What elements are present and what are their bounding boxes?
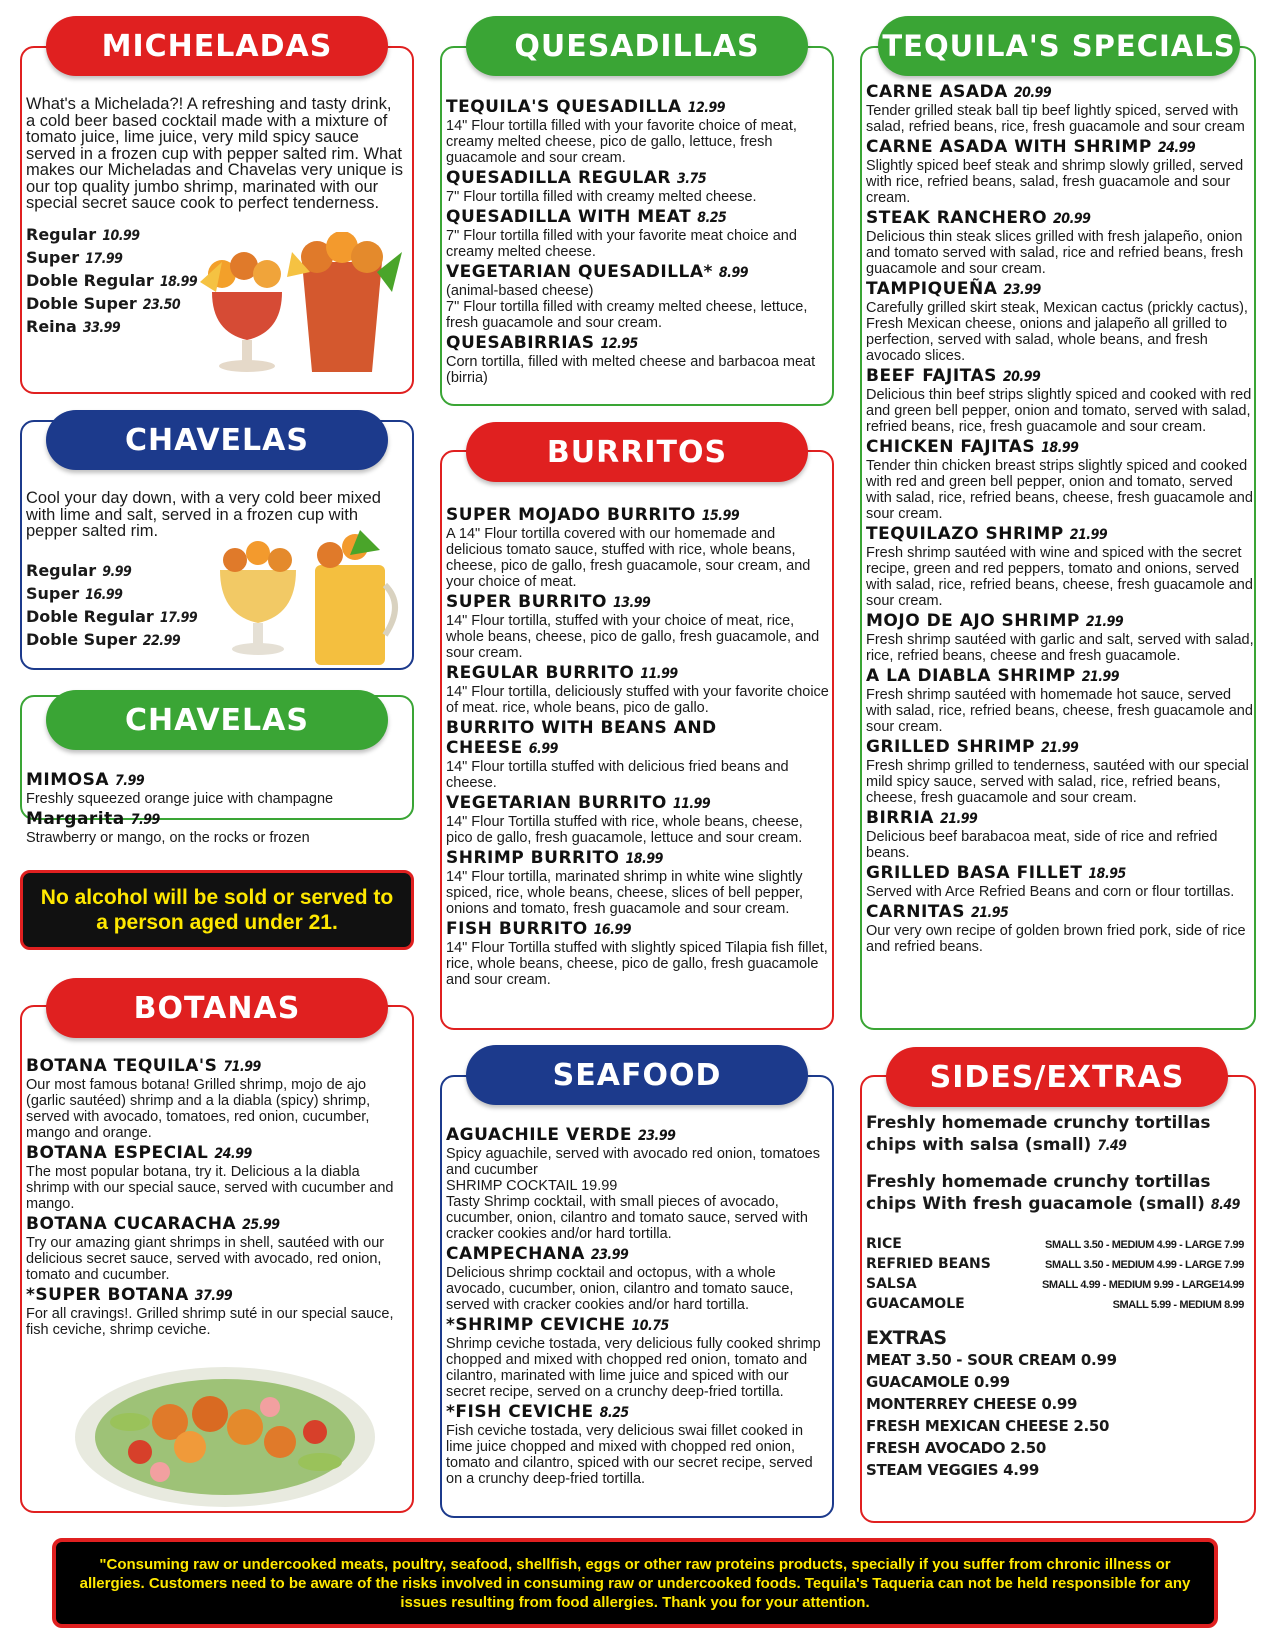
menu-item-name: MIMOSA bbox=[26, 770, 110, 790]
menu-item bbox=[26, 1285, 404, 1338]
menu-item-header bbox=[866, 137, 1254, 158]
size-name: Super bbox=[26, 247, 80, 267]
extra-item: MEAT 3.50 - SOUR CREAM 0.99 bbox=[866, 1350, 1117, 1369]
menu-item bbox=[446, 663, 830, 716]
menu-item-name: SHRIMP BURRITO bbox=[446, 848, 620, 868]
menu-item bbox=[26, 1143, 404, 1212]
menu-item-header bbox=[26, 809, 404, 830]
menu-item-header bbox=[446, 592, 830, 613]
menu-item-name: BURRITO WITH BEANS AND CHEESE bbox=[446, 718, 717, 758]
menu-item-price: 3.75 bbox=[677, 171, 707, 187]
side-prices: SMALL 5.99 - MEDIUM 8.99 bbox=[1112, 1299, 1244, 1311]
menu-item-price: 24.99 bbox=[1157, 140, 1196, 156]
menu-item-price: 8.25 bbox=[697, 210, 727, 226]
alcohol-notice bbox=[20, 870, 414, 950]
seafood-title: SEAFOOD bbox=[466, 1045, 808, 1105]
menu-item-description: Our very own recipe of golden brown fried pork, side of rice and refried beans. bbox=[866, 923, 1246, 955]
menu-item-description: (animal-based cheese) 7" Flour tortilla filled with creamy melted cheese, lettuce, fresh guacamole and sour cream. bbox=[446, 283, 808, 331]
side-row bbox=[866, 1296, 1244, 1316]
menu-item-description: Delicious shrimp cocktail and octopus, with a whole avocado, cucumber, onion, cilantro and tomato sauce, served with cracker cookies and/or hard tortilla. bbox=[446, 1265, 794, 1313]
menu-item bbox=[866, 279, 1254, 364]
menu-item-name: CAMPECHANA bbox=[446, 1244, 585, 1264]
menu-item bbox=[446, 168, 830, 205]
menu-item-description: Slightly spiced beef steak and shrimp slowly grilled, served with rice, refried beans, salad, fresh guacamole and sour cream. bbox=[866, 158, 1244, 206]
size-price: 17.99 bbox=[85, 250, 123, 267]
menu-item-price: 20.99 bbox=[1002, 369, 1041, 385]
menu-item-header bbox=[446, 848, 830, 869]
chavela-drinks-image bbox=[210, 525, 405, 675]
side-price-list bbox=[866, 1236, 1244, 1316]
menu-item-description: Spicy aguachile, served with avocado red onion, tomatoes and cucumber SHRIMP COCKTAIL 19.99 Tasty Shrimp cocktail, with small pieces of avocado, cucumber, onion, cilantro and tomato sauce, served with cracker cookies and/or hard tortilla. bbox=[446, 1146, 820, 1242]
menu-item-description: Fish ceviche tostada, very delicious swai fillet cooked in lime juice chopped and mixed with chopped red onion, tomato and cilantro, spiced with our secret recipe, served on a crunchy deep-fried tortilla. bbox=[446, 1423, 813, 1487]
menu-item-price: 20.99 bbox=[1013, 85, 1052, 101]
menu-item bbox=[446, 793, 830, 846]
menu-item-price: 23.99 bbox=[638, 1128, 676, 1144]
menu-item bbox=[26, 1056, 404, 1141]
menu-item-header bbox=[446, 505, 830, 526]
menu-item-description: Tender grilled steak ball tip beef lightly spiced, served with salad, refried beans, rice, fresh guacamole and sour cream bbox=[866, 103, 1245, 135]
menu-item-name: GRILLED BASA FILLET bbox=[866, 863, 1083, 883]
menu-item-name: STEAK RANCHERO bbox=[866, 208, 1048, 228]
menu-item-description: 14" Flour tortilla, marinated shrimp in white wine slightly spiced, rice, whole beans, cheese, slices of bell pepper, onions and tomato, fresh guacamole and sour cream. bbox=[446, 869, 804, 917]
side-row bbox=[866, 1256, 1244, 1276]
quesadillas-list bbox=[446, 97, 830, 388]
menu-item-price: 25.99 bbox=[242, 1217, 280, 1233]
menu-item bbox=[446, 919, 830, 988]
menu-item bbox=[866, 437, 1254, 522]
menu-item-description: 14" Flour tortilla, deliciously stuffed with your favorite choice of meat. rice, whole beans, pico de gallo. bbox=[446, 684, 829, 716]
menu-item bbox=[446, 97, 830, 166]
chips-list bbox=[866, 1112, 1244, 1216]
size-name: Regular bbox=[26, 560, 97, 580]
extra-item: FRESH MEXICAN CHEESE 2.50 bbox=[866, 1416, 1110, 1435]
menu-item-header bbox=[446, 333, 830, 354]
menu-item-name: *SHRIMP CEVICHE bbox=[446, 1315, 626, 1335]
chips-item bbox=[866, 1171, 1244, 1216]
menu-item-header bbox=[866, 737, 1254, 758]
menu-item-price: 10.75 bbox=[631, 1318, 669, 1334]
menu-item-name: TEQUILA'S QUESADILLA bbox=[446, 97, 682, 117]
menu-item-name: QUESABIRRIAS bbox=[446, 333, 595, 353]
menu-item bbox=[866, 137, 1254, 206]
menu-item-header bbox=[446, 1244, 830, 1265]
menu-item bbox=[866, 737, 1254, 806]
menu-item bbox=[866, 208, 1254, 277]
menu-item-description: Shrimp ceviche tostada, very delicious fully cooked shrimp chopped and mixed with chopped red onion, tomato and cilantro, marinated with lime juice and spiced with our secret recipe, served on a crunchy deep-fried tortilla. bbox=[446, 1336, 821, 1400]
menu-item-name: BIRRIA bbox=[866, 808, 934, 828]
seafood-list bbox=[446, 1125, 830, 1489]
menu-item-price: 24.99 bbox=[214, 1146, 252, 1162]
menu-item-header bbox=[446, 663, 830, 684]
size-price: 33.99 bbox=[82, 319, 121, 336]
menu-item-price: 11.99 bbox=[672, 796, 711, 812]
menu-item-price: 13.99 bbox=[612, 595, 651, 611]
menu-item bbox=[446, 1125, 830, 1242]
menu-item-name: TEQUILAZO SHRIMP bbox=[866, 524, 1064, 544]
size-price: 18.99 bbox=[159, 273, 198, 290]
menu-item-price: 71.99 bbox=[223, 1059, 261, 1075]
extra-item: FRESH AVOCADO 2.50 bbox=[866, 1438, 1046, 1457]
menu-item-description: Delicious thin beef strips slightly spiced and cooked with red and green bell pepper, onion and tomato, served with salad, refried beans, rice, fresh guacamole and sour cream. bbox=[866, 387, 1252, 435]
menu-item-name: QUESADILLA WITH MEAT bbox=[446, 207, 692, 227]
botanas-list bbox=[26, 1056, 404, 1340]
menu-item-price: 37.99 bbox=[194, 1288, 233, 1304]
menu-item-name: VEGETARIAN BURRITO bbox=[446, 793, 667, 813]
menu-item bbox=[446, 848, 830, 917]
menu-item-header bbox=[866, 863, 1254, 884]
side-prices: SMALL 4.99 - MEDIUM 9.99 - LARGE14.99 bbox=[1042, 1279, 1244, 1291]
menu-item bbox=[446, 592, 830, 661]
menu-item-price: 11.99 bbox=[640, 666, 678, 682]
menu-item-description: 14" Flour tortilla, stuffed with your choice of meat, rice, whole beans, cheese, pico de gallo, fresh guacamole, and sour cream. bbox=[446, 613, 820, 661]
menu-item-description: Carefully grilled skirt steak, Mexican cactus (prickly cactus), Fresh Mexican cheese, onions and jalapeño all grilled to perfection, served with salad, whole beans, and fresh avocado slices. bbox=[866, 300, 1248, 364]
size-price: 9.99 bbox=[102, 563, 132, 580]
menu-item-description: Delicious thin steak slices grilled with fresh jalapeño, onion and tomato served with salad, rice and refried beans, fresh guacamole and sour cream. bbox=[866, 229, 1244, 277]
menu-item bbox=[446, 505, 830, 590]
menu-item-description: Fresh shrimp sautéed with garlic and salt, served with salad, rice, refried beans, cheese and fresh guacamole. bbox=[866, 632, 1254, 664]
menu-item bbox=[866, 902, 1254, 955]
size-name: Super bbox=[26, 583, 80, 603]
extra-item: GUACAMOLE 0.99 bbox=[866, 1372, 1010, 1391]
menu-item bbox=[446, 333, 830, 386]
botana-platter-image bbox=[70, 1352, 380, 1512]
size-price: 10.99 bbox=[102, 227, 140, 244]
menu-item-description: Fresh shrimp grilled to tenderness, sautéed with our special mild spicy sauce, served with salad, rice, refried beans, cheese, fresh guacamole and sour cream. bbox=[866, 758, 1249, 806]
sides-title: SIDES/EXTRAS bbox=[886, 1047, 1228, 1107]
chips-item-text: Freshly homemade crunchy tortillas chips with salsa (small) bbox=[866, 1113, 1211, 1155]
extra-item: MONTERREY CHEESE 0.99 bbox=[866, 1394, 1078, 1413]
menu-item-description: Tender thin chicken breast strips slightly spiced and cooked with red and green bell pepper, onion and tomato, served with salad, rice, refried beans, cheese, fresh guacamole and sour cream. bbox=[866, 458, 1253, 522]
menu-item-price: 18.99 bbox=[625, 851, 663, 867]
menu-item-header bbox=[866, 524, 1254, 545]
side-name: REFRIED BEANS bbox=[866, 1256, 991, 1272]
menu-item-header bbox=[26, 1143, 404, 1164]
size-price: 23.50 bbox=[142, 296, 181, 313]
menu-item-header bbox=[446, 1315, 830, 1336]
chips-item bbox=[866, 1112, 1244, 1157]
menu-item bbox=[866, 82, 1254, 135]
menu-item-description: 14" Flour tortilla filled with your favorite choice of meat, creamy melted cheese, pico de gallo, lettuce, fresh guacamole and sour cream. bbox=[446, 118, 797, 166]
menu-item bbox=[26, 809, 404, 846]
menu-item-price: 12.99 bbox=[687, 100, 726, 116]
menu-item-price: 18.95 bbox=[1088, 866, 1126, 882]
menu-item-header bbox=[866, 437, 1254, 458]
menu-item bbox=[866, 808, 1254, 861]
menu-item-name: CARNITAS bbox=[866, 902, 965, 922]
menu-item-description: Our most famous botana! Grilled shrimp, mojo de ajo (garlic sautéed) shrimp and a la diabla (spicy) shrimp, served with avocado, tomatoes, red onion, cucumber, mango and orange. bbox=[26, 1077, 371, 1141]
menu-item-header bbox=[446, 919, 830, 940]
menu-item-header bbox=[866, 611, 1254, 632]
menu-item-header bbox=[26, 1056, 404, 1077]
menu-item-name: BOTANA ESPECIAL bbox=[26, 1143, 209, 1163]
menu-item-name: *SUPER BOTANA bbox=[26, 1285, 189, 1305]
menu-item-price: 7.99 bbox=[130, 812, 160, 828]
menu-item-name: AGUACHILE VERDE bbox=[446, 1125, 633, 1145]
menu-item-description: A 14" Flour tortilla covered with our homemade and delicious tomato sauce, stuffed with rice, whole beans, cheese, pico de gallo, fresh guacamole, sour cream, and your choice of meat. bbox=[446, 526, 811, 590]
menu-item-price: 21.99 bbox=[1085, 614, 1124, 630]
extras-list bbox=[866, 1349, 1244, 1481]
side-row bbox=[866, 1276, 1244, 1296]
menu-item bbox=[446, 207, 830, 260]
menu-item bbox=[446, 1402, 830, 1487]
menu-item-description: Fresh shrimp sautéed with homemade hot sauce, served with salad, rice, refried beans, cheese, fresh guacamole and sour cream. bbox=[866, 687, 1253, 735]
menu-item-description: The most popular botana, try it. Delicious a la diabla shrimp with our special sauce, served with cucumber and mango. bbox=[26, 1164, 394, 1212]
size-name: Doble Regular bbox=[26, 606, 154, 626]
menu-item-price: 8.25 bbox=[599, 1405, 629, 1421]
menu-item-price: 15.99 bbox=[701, 508, 740, 524]
chavelas-intro: Cool your day down, with a very cold beer mixed with lime and salt, served in a frozen cup with pepper salted rim. bbox=[26, 489, 381, 540]
burritos-title: BURRITOS bbox=[466, 422, 808, 482]
menu-item-description: Freshly squeezed orange juice with champagne bbox=[26, 791, 334, 807]
menu-item bbox=[446, 718, 830, 791]
menu-item-header bbox=[866, 902, 1254, 923]
side-row bbox=[866, 1236, 1244, 1256]
menu-item-description: Served with Arce Refried Beans and corn or flour tortillas. bbox=[866, 884, 1235, 900]
burritos-list bbox=[446, 505, 830, 990]
menu-item-header bbox=[446, 1125, 830, 1146]
size-price: 22.99 bbox=[142, 632, 181, 649]
chips-item-text: Freshly homemade crunchy tortillas chips With fresh guacamole (small) bbox=[866, 1172, 1211, 1214]
size-name: Regular bbox=[26, 224, 97, 244]
menu-item-name: GRILLED SHRIMP bbox=[866, 737, 1035, 757]
menu-item bbox=[446, 1315, 830, 1400]
menu-item-price: 16.99 bbox=[593, 922, 631, 938]
menu-item-name: CARNE ASADA WITH SHRIMP bbox=[866, 137, 1152, 157]
menu-item-name: BEEF FAJITAS bbox=[866, 366, 997, 386]
size-name: Reina bbox=[26, 316, 77, 336]
extras-title: EXTRAS bbox=[866, 1327, 947, 1349]
micheladas-title: MICHELADAS bbox=[46, 16, 388, 76]
menu-item-price: 21.99 bbox=[1081, 669, 1120, 685]
menu-item-header bbox=[446, 207, 830, 228]
menu-item-price: 23.99 bbox=[590, 1247, 629, 1263]
botanas-title: BOTANAS bbox=[46, 978, 388, 1038]
menu-item bbox=[446, 262, 830, 331]
alcohol-notice-text: No alcohol will be sold or served to a person aged under 21. bbox=[40, 886, 394, 934]
menu-item bbox=[866, 666, 1254, 735]
menu-item-header bbox=[26, 1285, 404, 1306]
menu-item-price: 7.99 bbox=[115, 773, 145, 789]
menu-item-price: 21.99 bbox=[939, 811, 978, 827]
chavelas-drinks-title: CHAVELAS bbox=[46, 690, 388, 750]
menu-item-name: CHICKEN FAJITAS bbox=[866, 437, 1036, 457]
menu-item-price: 23.99 bbox=[1003, 282, 1041, 298]
menu-item bbox=[866, 863, 1254, 900]
menu-item-header bbox=[866, 279, 1254, 300]
size-name: Doble Super bbox=[26, 293, 137, 313]
specials-title: TEQUILA'S SPECIALS bbox=[878, 16, 1240, 76]
menu-item-header bbox=[866, 666, 1254, 687]
menu-item-name: TAMPIQUEÑA bbox=[866, 279, 998, 299]
menu-item-price: 21.99 bbox=[1069, 527, 1108, 543]
menu-item-price: 18.99 bbox=[1041, 440, 1079, 456]
menu-item-name: Margarita bbox=[26, 809, 125, 829]
menu-item-name: SUPER BURRITO bbox=[446, 592, 607, 612]
menu-item-header bbox=[26, 770, 404, 791]
allergy-disclaimer-text: "Consuming raw or undercooked meats, poultry, seafood, shellfish, eggs or other raw proteins products, specially if you suffer from chronic illness or allergies. Customers need to be aware of the risks involved in consuming raw or undercooked foods. Tequila's Taqueria can not be held responsible for any issues resulting from food allergies. Thank you for your attention. bbox=[79, 1555, 1191, 1611]
side-prices: SMALL 3.50 - MEDIUM 4.99 - LARGE 7.99 bbox=[1045, 1259, 1244, 1271]
side-prices: SMALL 3.50 - MEDIUM 4.99 - LARGE 7.99 bbox=[1045, 1239, 1244, 1251]
side-name: GUACAMOLE bbox=[866, 1296, 965, 1312]
menu-item-name: REGULAR BURRITO bbox=[446, 663, 635, 683]
menu-item bbox=[866, 524, 1254, 609]
menu-item-header bbox=[446, 1402, 830, 1423]
chavelas-drinks-list bbox=[26, 770, 404, 848]
menu-item-description: Fresh shrimp sautéed with wine and spiced with the secret recipe, green and red peppers, tomato and onions, served with salad, rice, refried beans, cheese, fresh guacamole and sour cream. bbox=[866, 545, 1253, 609]
menu-item-description: 14" Flour tortilla stuffed with delicious fried beans and cheese. bbox=[446, 759, 789, 791]
allergy-disclaimer bbox=[52, 1538, 1218, 1628]
menu-item-header bbox=[866, 808, 1254, 829]
menu-item-price: 8.99 bbox=[718, 265, 748, 281]
menu-item-price: 21.95 bbox=[970, 905, 1009, 921]
chips-item-price: 8.49 bbox=[1210, 1197, 1240, 1213]
size-name: Doble Regular bbox=[26, 270, 154, 290]
menu-item-header bbox=[446, 793, 830, 814]
menu-item-header bbox=[866, 208, 1254, 229]
menu-item-name: SUPER MOJADO BURRITO bbox=[446, 505, 696, 525]
side-name: SALSA bbox=[866, 1276, 917, 1292]
menu-item-price: 20.99 bbox=[1053, 211, 1091, 227]
menu-item bbox=[866, 611, 1254, 664]
chips-item-price: 7.49 bbox=[1097, 1138, 1127, 1154]
side-name: RICE bbox=[866, 1236, 902, 1252]
menu-item-description: 14" Flour Tortilla stuffed with slightly spiced Tilapia fish fillet, rice, whole beans, cheese, pico de gallo, fresh guacamole and sour cream. bbox=[446, 940, 828, 988]
size-price: 17.99 bbox=[159, 609, 198, 626]
menu-item-header bbox=[26, 1214, 404, 1235]
menu-item-name: QUESADILLA REGULAR bbox=[446, 168, 671, 188]
menu-item-description: 7" Flour tortilla filled with creamy melted cheese. bbox=[446, 189, 757, 205]
specials-list bbox=[866, 82, 1254, 957]
menu-item-name: FISH BURRITO bbox=[446, 919, 588, 939]
menu-item-name: VEGETARIAN QUESADILLA* bbox=[446, 262, 713, 282]
menu-item-name: MOJO DE AJO SHRIMP bbox=[866, 611, 1080, 631]
menu-item-name: CARNE ASADA bbox=[866, 82, 1008, 102]
menu-item-price: 21.99 bbox=[1040, 740, 1079, 756]
menu-item bbox=[446, 1244, 830, 1313]
extra-item: STEAM VEGGIES 4.99 bbox=[866, 1460, 1039, 1479]
michelada-drinks-image bbox=[192, 232, 407, 382]
menu-item-name: BOTANA CUCARACHA bbox=[26, 1214, 237, 1234]
menu-item-description: 7" Flour tortilla filled with your favorite meat choice and creamy melted cheese. bbox=[446, 228, 797, 260]
menu-item-description: 14" Flour Tortilla stuffed with rice, whole beans, cheese, pico de gallo, fresh guacamole, lettuce and sour cream. bbox=[446, 814, 803, 846]
size-price: 16.99 bbox=[85, 586, 123, 603]
menu-item bbox=[26, 1214, 404, 1283]
micheladas-intro: What's a Michelada?! A refreshing and tasty drink, a cold beer based cocktail made with a mixture of tomato juice, lime juice, very mild spicy sauce served in a frozen cup with pepper salted rim. What makes our Micheladas and Chavelas very unique is our top quality jumbo shrimp, marinated with our special secret sauce cook to perfect tenderness. bbox=[26, 95, 403, 212]
menu-item-header bbox=[446, 718, 830, 759]
menu-item-header bbox=[446, 168, 830, 189]
menu-item-name: A LA DIABLA SHRIMP bbox=[866, 666, 1076, 686]
menu-item-name: *FISH CEVICHE bbox=[446, 1402, 594, 1422]
size-name: Doble Super bbox=[26, 629, 137, 649]
menu-item-description: For all cravings!. Grilled shrimp suté in our special sauce, fish ceviche, shrimp ceviche. bbox=[26, 1306, 394, 1338]
menu-item-description: Delicious beef barabacoa meat, side of rice and refried beans. bbox=[866, 829, 1218, 861]
menu-item-header bbox=[446, 97, 830, 118]
menu-item-header bbox=[446, 262, 830, 283]
menu-item-header bbox=[866, 366, 1254, 387]
quesadillas-title: QUESADILLAS bbox=[466, 16, 808, 76]
menu-item-price: 6.99 bbox=[528, 741, 558, 757]
menu-item-description: Strawberry or mango, on the rocks or frozen bbox=[26, 830, 310, 846]
menu-item-name: BOTANA TEQUILA'S bbox=[26, 1056, 218, 1076]
menu-item bbox=[866, 366, 1254, 435]
menu-item-price: 12.95 bbox=[600, 336, 638, 352]
menu-item-header bbox=[866, 82, 1254, 103]
sides-content bbox=[866, 1112, 1244, 1481]
menu-item bbox=[26, 770, 404, 807]
chavelas-title: CHAVELAS bbox=[46, 410, 388, 470]
menu-item-description: Try our amazing giant shrimps in shell, sautéed with our delicious secret sauce, served with avocado, red onion, tomato and cucumber. bbox=[26, 1235, 385, 1283]
menu-item-description: Corn tortilla, filled with melted cheese and barbacoa meat (birria) bbox=[446, 354, 816, 386]
